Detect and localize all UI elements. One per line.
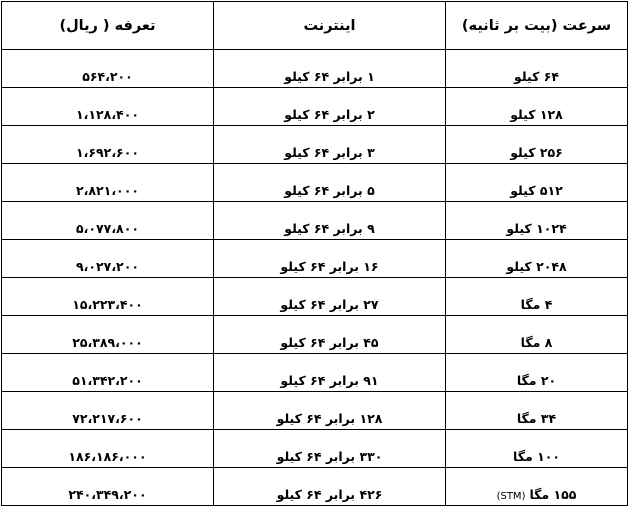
cell-tariff: ۵۱،۳۴۲،۲۰۰ bbox=[2, 354, 214, 392]
speed-value: ۲۰۴۸ کیلو bbox=[506, 259, 567, 274]
table-row bbox=[2, 430, 628, 468]
cell-internet: ۲۷ برابر ۶۴ کیلو bbox=[214, 278, 446, 316]
cell-tariff: ۹،۰۲۷،۲۰۰ bbox=[2, 240, 214, 278]
speed-value: ۱۵۵ مگا bbox=[529, 487, 577, 502]
cell-internet: ۲ برابر ۶۴ کیلو bbox=[214, 88, 446, 126]
cell-tariff: ۷۲،۲۱۷،۶۰۰ bbox=[2, 392, 214, 430]
speed-value: ۶۴ کیلو bbox=[514, 69, 559, 84]
cell-speed bbox=[446, 126, 628, 164]
cell-tariff: ۱،۱۲۸،۴۰۰ bbox=[2, 88, 214, 126]
cell-tariff: ۱۵،۲۲۳،۴۰۰ bbox=[2, 278, 214, 316]
table-row bbox=[2, 88, 628, 126]
table-row bbox=[2, 392, 628, 430]
header-internet: اینترنت bbox=[214, 2, 446, 50]
cell-tariff: ۲۴۰،۳۴۹،۲۰۰ bbox=[2, 468, 214, 506]
speed-value: ۲۵۶ کیلو bbox=[510, 145, 563, 160]
speed-value: ۴ مگا bbox=[520, 297, 553, 312]
header-speed: سرعت (بیت بر ثانیه) bbox=[446, 2, 628, 50]
cell-speed bbox=[446, 202, 628, 240]
cell-tariff: ۱۸۶،۱۸۶،۰۰۰ bbox=[2, 430, 214, 468]
speed-value: ۸ مگا bbox=[520, 335, 553, 350]
cell-internet: ۳۳۰ برابر ۶۴ کیلو bbox=[214, 430, 446, 468]
cell-speed bbox=[446, 468, 628, 506]
cell-internet: ۳ برابر ۶۴ کیلو bbox=[214, 126, 446, 164]
table-row bbox=[2, 202, 628, 240]
cell-tariff: ۲،۸۲۱،۰۰۰ bbox=[2, 164, 214, 202]
table-row bbox=[2, 316, 628, 354]
table-row bbox=[2, 354, 628, 392]
header-tariff: تعرفه ( ریال) bbox=[2, 2, 214, 50]
cell-internet: ۵ برابر ۶۴ کیلو bbox=[214, 164, 446, 202]
cell-speed bbox=[446, 392, 628, 430]
cell-speed bbox=[446, 88, 628, 126]
cell-speed bbox=[446, 240, 628, 278]
speed-value: ۳۴ مگا bbox=[516, 411, 557, 426]
speed-value: ۲۰ مگا bbox=[516, 373, 557, 388]
cell-internet: ۱ برابر ۶۴ کیلو bbox=[214, 50, 446, 88]
table-header-row bbox=[2, 2, 628, 50]
table-row bbox=[2, 278, 628, 316]
speed-value: ۱۰۰ مگا bbox=[513, 449, 560, 464]
cell-internet: ۱۲۸ برابر ۶۴ کیلو bbox=[214, 392, 446, 430]
table-body bbox=[2, 50, 628, 506]
cell-tariff: ۲۵،۳۸۹،۰۰۰ bbox=[2, 316, 214, 354]
cell-tariff: ۵۶۴،۲۰۰ bbox=[2, 50, 214, 88]
table-row bbox=[2, 468, 628, 506]
cell-speed bbox=[446, 354, 628, 392]
cell-internet: ۱۶ برابر ۶۴ کیلو bbox=[214, 240, 446, 278]
table-row bbox=[2, 126, 628, 164]
cell-internet: ۹۱ برابر ۶۴ کیلو bbox=[214, 354, 446, 392]
cell-speed bbox=[446, 316, 628, 354]
table-row bbox=[2, 50, 628, 88]
cell-internet: ۹ برابر ۶۴ کیلو bbox=[214, 202, 446, 240]
tariff-table bbox=[1, 1, 628, 506]
cell-speed bbox=[446, 50, 628, 88]
speed-value: ۱۲۸ کیلو bbox=[510, 107, 563, 122]
speed-value: ۱۰۲۴ کیلو bbox=[506, 221, 567, 236]
cell-internet: ۴۲۶ برابر ۶۴ کیلو bbox=[214, 468, 446, 506]
table-row bbox=[2, 164, 628, 202]
speed-value: ۵۱۲ کیلو bbox=[510, 183, 563, 198]
cell-tariff: ۵،۰۷۷،۸۰۰ bbox=[2, 202, 214, 240]
cell-tariff: ۱،۶۹۲،۶۰۰ bbox=[2, 126, 214, 164]
cell-internet: ۴۵ برابر ۶۴ کیلو bbox=[214, 316, 446, 354]
table-row bbox=[2, 240, 628, 278]
cell-speed bbox=[446, 278, 628, 316]
speed-note: (STM) bbox=[496, 491, 526, 502]
cell-speed bbox=[446, 430, 628, 468]
cell-speed bbox=[446, 164, 628, 202]
